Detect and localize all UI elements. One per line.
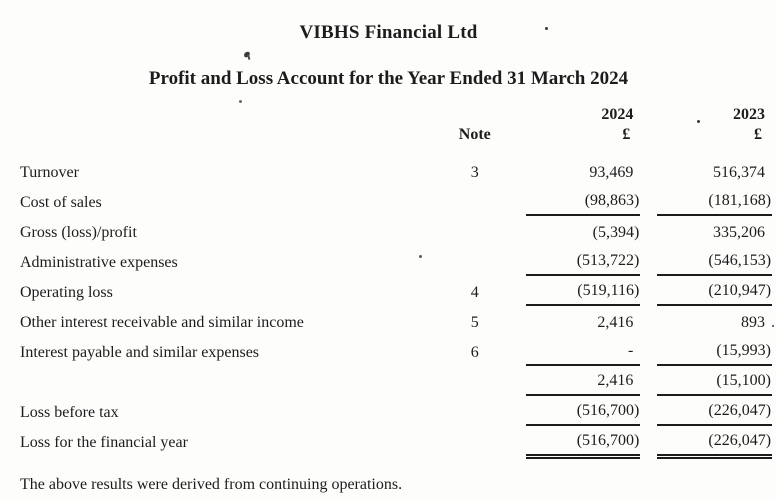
company-name: VIBHS Financial Ltd	[299, 22, 478, 43]
row-value-2024: 2,416	[597, 314, 634, 331]
row-value-2023: (226,047)	[657, 402, 772, 426]
table-body	[20, 156, 772, 456]
row-label: Loss before tax	[20, 404, 119, 421]
row-value-2024: (513,722)	[526, 252, 641, 276]
row-label: Administrative expenses	[20, 254, 178, 271]
row-label: Other interest receivable and similar income	[20, 314, 304, 331]
column-header-year-2023: 2023	[732, 106, 765, 123]
column-header-currency-2024: £	[622, 126, 631, 143]
ink-speck	[545, 27, 548, 30]
row-value-2023: (546,153)	[657, 252, 772, 276]
row-label: Operating loss	[20, 284, 113, 301]
row-value-2023: (181,168)	[657, 192, 772, 216]
row-value-2023: 893	[740, 314, 765, 331]
ink-speck	[243, 51, 250, 57]
ink-speck	[772, 325, 774, 327]
table-row	[20, 426, 772, 456]
table-row	[20, 276, 772, 306]
row-value-2024: (519,116)	[526, 282, 641, 306]
column-header-year-2024: 2024	[601, 106, 634, 123]
statement-title: Profit and Loss Account for the Year Ended 31 March 2024	[148, 68, 629, 89]
row-label: Cost of sales	[20, 194, 102, 211]
row-note	[444, 242, 506, 246]
column-header-note: Note	[458, 126, 491, 143]
row-note: 5	[470, 314, 479, 331]
row-value-2023: 335,206	[712, 224, 765, 241]
row-value-2024: 2,416	[526, 372, 641, 396]
column-header-currency-2023: £	[754, 126, 763, 143]
table-row	[20, 246, 772, 276]
table-row	[20, 216, 772, 246]
row-value-2023: (15,100)	[657, 372, 772, 396]
row-label: Loss for the financial year	[20, 434, 188, 451]
row-label: Turnover	[20, 164, 79, 181]
row-value-2024: -	[526, 342, 641, 366]
row-note: 6	[470, 344, 479, 361]
row-label: Interest payable and similar expenses	[20, 344, 260, 361]
table-header-note-currency	[20, 128, 772, 148]
row-note	[444, 272, 506, 276]
row-value-2023: (226,047)	[657, 432, 772, 456]
row-label	[20, 392, 444, 396]
row-note	[444, 452, 506, 456]
profit-loss-table	[20, 108, 772, 456]
table-row	[20, 306, 772, 336]
row-value-2024: (516,700)	[526, 432, 641, 456]
row-value-2023: (15,993)	[657, 342, 772, 366]
footnote: The above results were derived from continuing operations.	[20, 476, 403, 493]
table-row	[20, 336, 772, 366]
table-row	[20, 156, 772, 186]
row-note: 4	[470, 284, 479, 301]
row-value-2024: (516,700)	[526, 402, 641, 426]
ink-speck	[419, 255, 422, 258]
row-value-2024: (98,863)	[526, 192, 641, 216]
table-header-years	[20, 108, 772, 128]
row-value-2023: (210,947)	[657, 282, 772, 306]
row-note	[444, 422, 506, 426]
row-note: 3	[470, 164, 479, 181]
row-note	[444, 212, 506, 216]
table-row	[20, 366, 772, 396]
row-value-2024: 93,469	[589, 164, 634, 181]
table-row	[20, 396, 772, 426]
row-value-2023: 516,374	[712, 164, 765, 181]
row-value-2024: (5,394)	[592, 224, 640, 241]
ink-speck	[697, 120, 700, 123]
row-note	[444, 392, 506, 396]
ink-speck	[239, 100, 242, 103]
table-row	[20, 186, 772, 216]
row-label: Gross (loss)/profit	[20, 224, 137, 241]
